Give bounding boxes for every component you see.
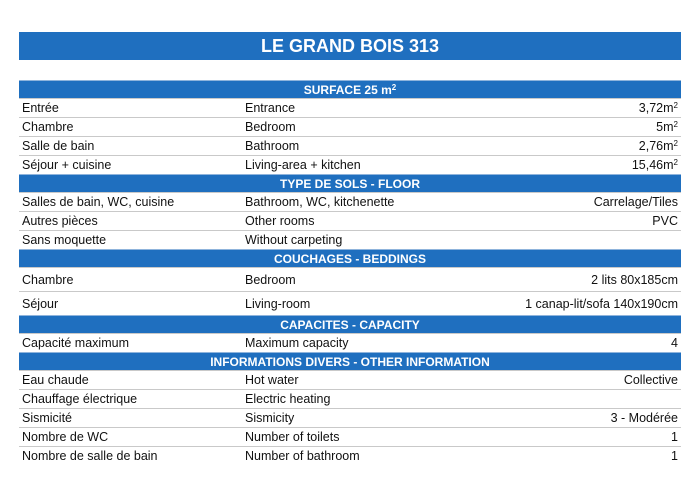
value-cell <box>594 193 678 211</box>
section-header <box>19 352 681 370</box>
french-label: Capacité maximum <box>22 336 129 350</box>
table-row <box>19 408 681 427</box>
french-label: Entrée <box>22 101 59 115</box>
table-row <box>19 230 681 249</box>
english-label: Other rooms <box>245 214 315 228</box>
value-cell: 5m $^2$ <box>656 120 678 134</box>
french-label: Salles de bain, WC, cuisine <box>22 195 175 209</box>
english-label: Bathroom <box>245 139 300 153</box>
value-cell <box>611 409 678 427</box>
english-label: Hot water <box>245 373 299 387</box>
french-label: Nombre de WC <box>22 430 109 444</box>
value-text: 3 - Modérée <box>610 411 678 425</box>
table-row <box>19 446 681 465</box>
french-label: Eau chaude <box>22 373 89 387</box>
table-row <box>19 427 681 446</box>
section-header: SURFACE 25 m $^2$ <box>19 80 681 98</box>
value-text: 3,72m <box>638 101 674 115</box>
value-text: 1 canap-lit/sofa 140x190cm <box>525 296 678 311</box>
english-label: Bedroom <box>245 120 296 134</box>
french-label: Chambre <box>22 120 74 134</box>
french-label: Séjour <box>22 296 59 311</box>
table-row <box>19 155 681 174</box>
english-label: Sismicity <box>245 411 295 425</box>
table-row <box>19 370 681 389</box>
french-label: Sismicité <box>22 411 73 425</box>
page-title: LE GRAND BOIS 313 <box>19 32 681 60</box>
value-cell <box>624 371 678 389</box>
section-header-text: INFORMATIONS DIVERS - OTHER INFORMATION <box>210 354 490 369</box>
value-cell: 3,72m $^2$ <box>638 101 678 115</box>
english-label: Maximum capacity <box>245 336 349 350</box>
table-row <box>19 267 681 291</box>
value-cell: 15,46m $^2$ <box>631 158 678 172</box>
english-label: Entrance <box>245 101 296 115</box>
table-row <box>19 98 681 117</box>
english-label: Number of toilets <box>245 430 340 444</box>
french-label: Autres pièces <box>22 214 98 228</box>
french-label: Nombre de salle de bain <box>22 449 158 463</box>
value-text: Collective <box>623 373 678 387</box>
english-label: Living-area + kitchen <box>245 158 361 172</box>
value-text: 15,46m <box>631 158 674 172</box>
table-row <box>19 117 681 136</box>
value-cell <box>671 428 678 446</box>
info-table <box>19 80 681 465</box>
section-header-text: COUCHAGES - BEDDINGS <box>273 251 426 266</box>
section-header <box>19 249 681 267</box>
value-text: 5m <box>656 120 674 134</box>
french-label: Chambre <box>22 272 74 287</box>
english-label: Bathroom, WC, kitchenette <box>245 195 395 209</box>
english-label: Living-room <box>245 296 311 311</box>
table-row <box>19 192 681 211</box>
value-cell <box>525 292 678 315</box>
value-cell <box>671 447 678 465</box>
value-text: 2,76m <box>638 139 674 153</box>
english-label: Bedroom <box>245 272 296 287</box>
value-text: 4 <box>671 336 678 350</box>
value-text: 1 <box>671 449 678 463</box>
value-cell <box>652 212 678 230</box>
section-header-text: CAPACITES - CAPACITY <box>280 317 420 332</box>
table-row <box>19 291 681 315</box>
table-row <box>19 333 681 352</box>
table-row <box>19 136 681 155</box>
french-label: Salle de bain <box>22 139 95 153</box>
french-label: Chauffage électrique <box>22 392 138 406</box>
value-cell <box>591 268 678 291</box>
english-label: Without carpeting <box>245 233 343 247</box>
english-label: Number of bathroom <box>245 449 360 463</box>
french-label: Séjour + cuisine <box>22 158 112 172</box>
value-text: PVC <box>652 214 678 228</box>
table-row <box>19 211 681 230</box>
value-cell: 2,76m $^2$ <box>638 139 678 153</box>
english-label: Electric heating <box>245 392 331 406</box>
french-label: Sans moquette <box>22 233 107 247</box>
section-header-text: SURFACE 25 m <box>303 82 392 97</box>
section-header-text: TYPE DE SOLS - FLOOR <box>279 176 420 191</box>
value-text: 2 lits 80x185cm <box>591 272 678 287</box>
section-header <box>19 174 681 192</box>
table-row <box>19 389 681 408</box>
value-text: 1 <box>671 430 678 444</box>
value-cell <box>671 334 678 352</box>
value-text: Carrelage/Tiles <box>593 195 678 209</box>
section-header <box>19 315 681 333</box>
